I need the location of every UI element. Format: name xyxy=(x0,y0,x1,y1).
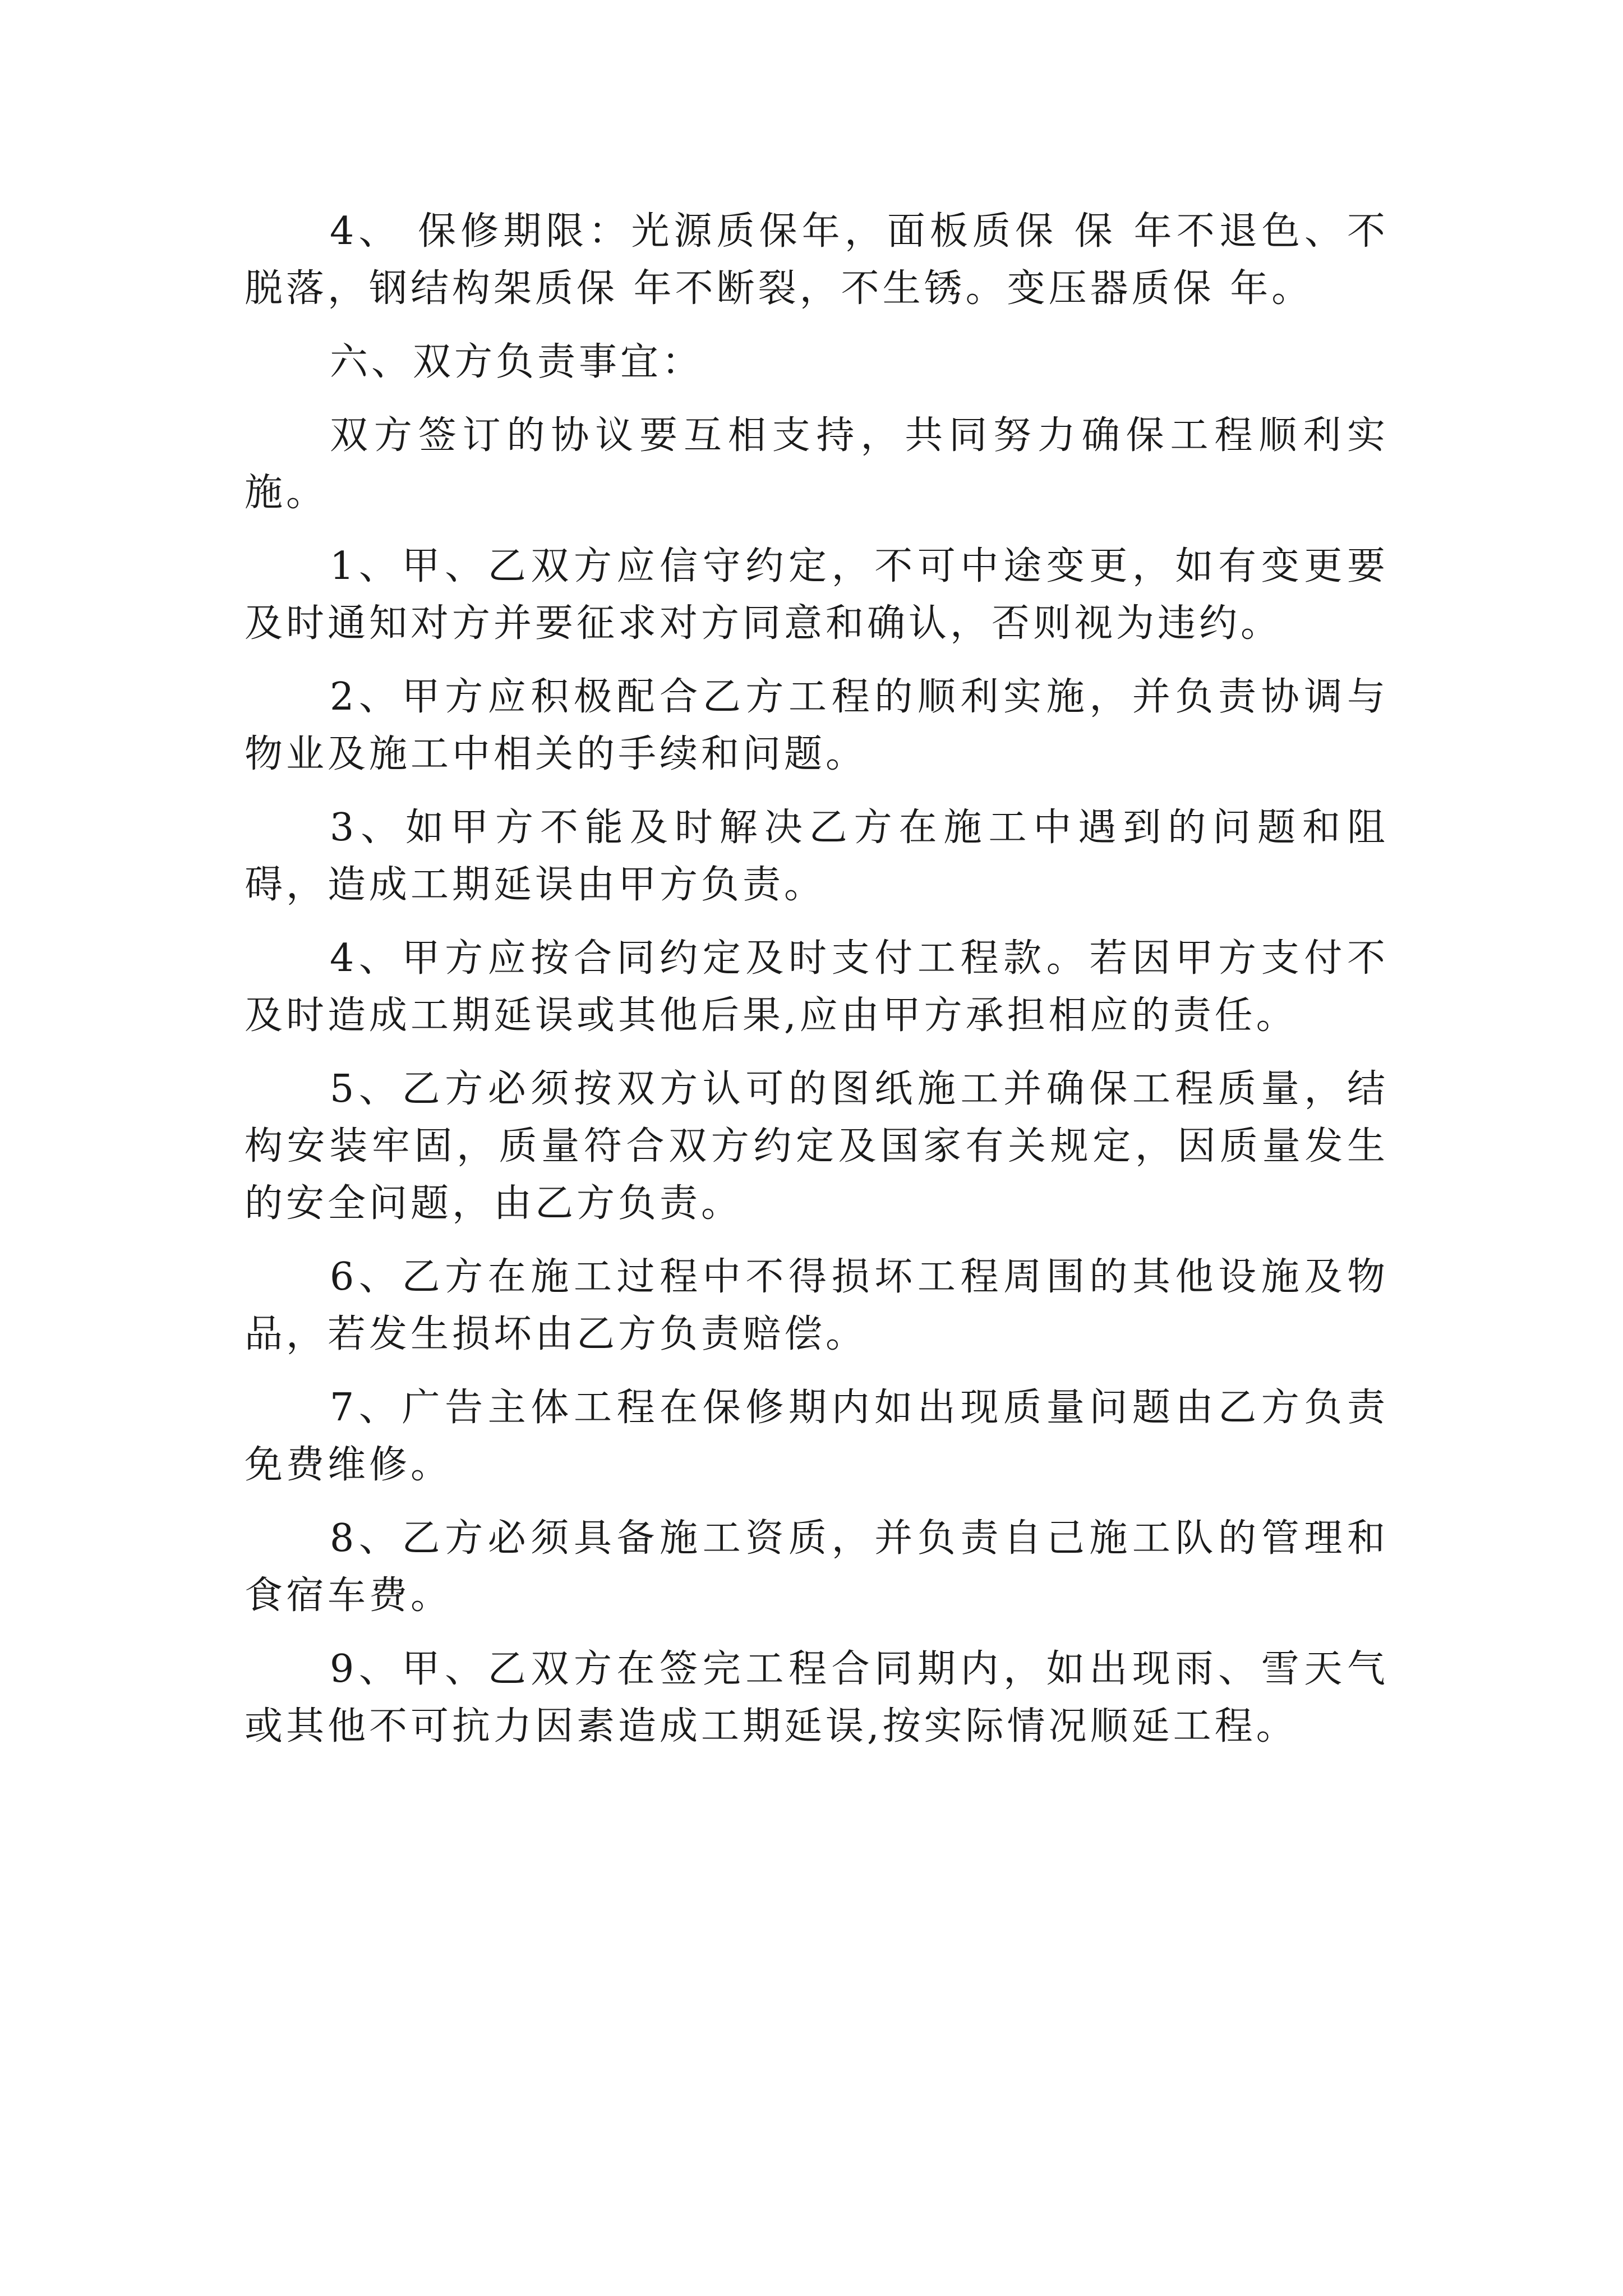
clause-5: 5、乙方必须按双方认可的图纸施工并确保工程质量，结构安装牢固，质量符合双方约定及国家有关规定，因质量发生的安全问题，由乙方负责。 xyxy=(245,1067,1389,1226)
document-body xyxy=(245,203,1389,1772)
clause-1: 1、甲、乙双方应信守约定，不可中途变更，如有变更要及时通知对方并要征求对方同意和确认，否则视为违约。 xyxy=(245,544,1389,646)
clause-4: 4、甲方应按合同约定及时支付工程款。若因甲方支付不及时造成工期延误或其他后果,应由甲方承担相应的责任。 xyxy=(245,936,1389,1038)
paragraph-mutual-support: 双方签订的协议要互相支持，共同努力确保工程顺利实施。 xyxy=(245,413,1389,515)
section-heading-responsibilities: 六、双方负责事宜： xyxy=(330,340,704,384)
clause-2: 2、甲方应积极配合乙方工程的顺利实施，并负责协调与物业及施工中相关的手续和问题。 xyxy=(245,675,1389,776)
clause-9: 9、甲、乙双方在签完工程合同期内，如出现雨、雪天气或其他不可抗力因素造成工期延误,按实际情况顺延工程。 xyxy=(245,1647,1389,1749)
clause-7: 7、广告主体工程在保修期内如出现质量问题由乙方负责免费维修。 xyxy=(245,1386,1389,1487)
clause-3: 3、如甲方不能及时解决乙方在施工中遇到的问题和阻碍，造成工期延误由甲方负责。 xyxy=(245,806,1389,907)
clause-6: 6、乙方在施工过程中不得损坏工程周围的其他设施及物品，若发生损坏由乙方负责赔偿。 xyxy=(245,1255,1389,1356)
clause-8: 8、乙方必须具备施工资质，并负责自己施工队的管理和食宿车费。 xyxy=(245,1516,1389,1618)
paragraph-warranty-period: 4、 保修期限：光源质保年，面板质保 保 年不退色、不脱落，钢结构架质保 年不断裂，不生锈。变压器质保 年。 xyxy=(245,209,1389,311)
